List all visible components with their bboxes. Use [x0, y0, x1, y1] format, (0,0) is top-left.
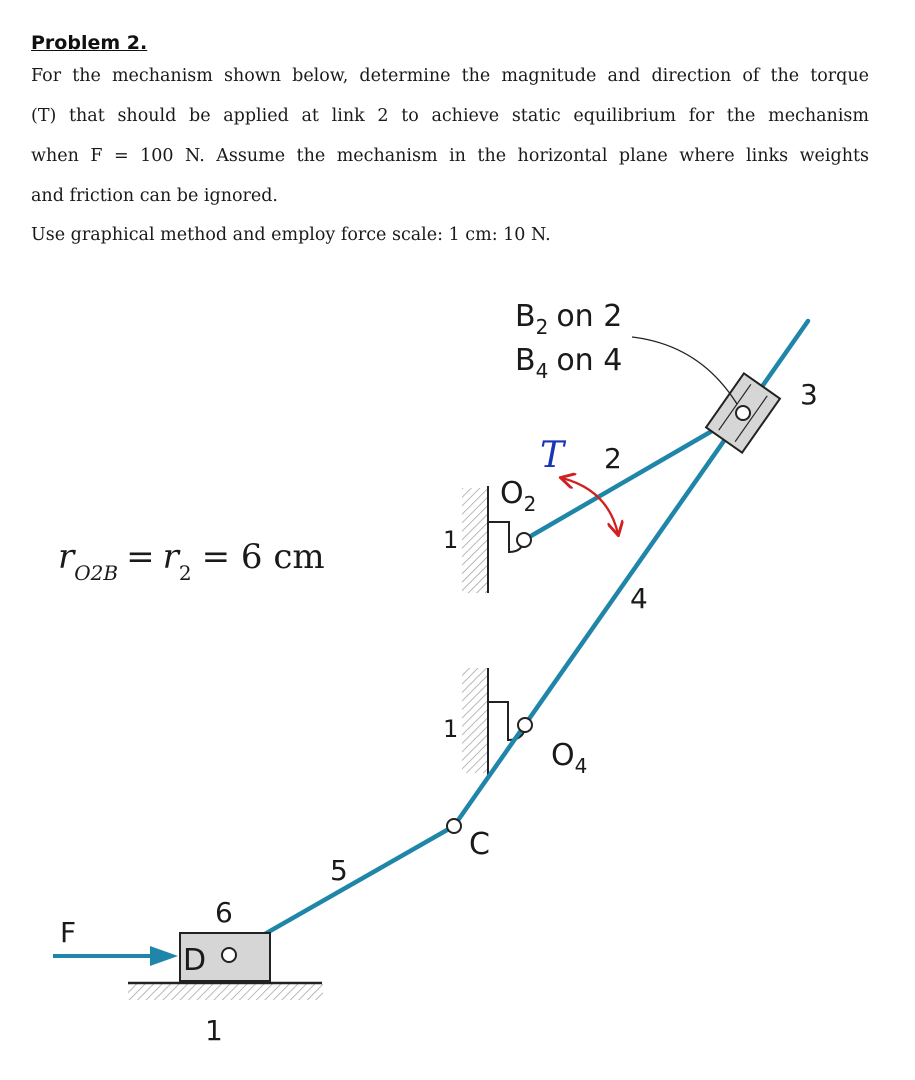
ground-hatch-o2 [462, 488, 488, 593]
link-6-label: 6 [215, 896, 233, 929]
force-arrow-head [150, 946, 178, 966]
problem-line-5: Use graphical method and employ force scale: 1 cm: 10 N. [31, 225, 551, 245]
leader-b-label [632, 337, 737, 404]
radius-equation: $r_{O2B} = r_2 = 6$ cm [58, 537, 325, 585]
link-3-label: 3 [800, 378, 818, 411]
ground-1-slider: 1 [205, 1014, 223, 1047]
ground-hatch-slider [128, 982, 323, 1000]
label-o2: $O_2$ [500, 476, 537, 516]
problem-line-2: (T) that should be applied at link 2 to achieve static equilibrium for the mechanism [31, 106, 869, 126]
link-2 [524, 413, 743, 540]
problem-line-4: and friction can be ignored. [31, 186, 278, 206]
joint-o4 [518, 718, 532, 732]
label-b2: $B_2$ on 2 [515, 299, 623, 339]
problem-line-3: when F = 100 N. Assume the mechanism in the horizontal plane where links weights [31, 146, 869, 166]
torque-arrow [562, 478, 618, 534]
joint-o2 [517, 533, 531, 547]
problem-title: Problem 2. [31, 32, 148, 54]
link-2-label: 2 [604, 442, 622, 475]
joint-d [222, 948, 236, 962]
joint-c [447, 819, 461, 833]
link-4-label: 4 [630, 582, 648, 615]
label-c: C [469, 827, 490, 862]
label-d: D [183, 943, 207, 978]
problem-line-1: For the mechanism shown below, determine the magnitude and direction of the torque [31, 66, 869, 86]
ground-1-lower: 1 [443, 715, 459, 743]
joint-b [736, 406, 750, 420]
ground-1-upper: 1 [443, 526, 459, 554]
label-f: F [60, 916, 77, 949]
ground-hatch-o4 [462, 668, 488, 773]
label-b4: $B_4$ on 4 [515, 343, 623, 383]
label-o4: $O_4$ [551, 738, 588, 778]
link-5-label: 5 [330, 854, 348, 887]
torque-label: T [540, 435, 565, 476]
